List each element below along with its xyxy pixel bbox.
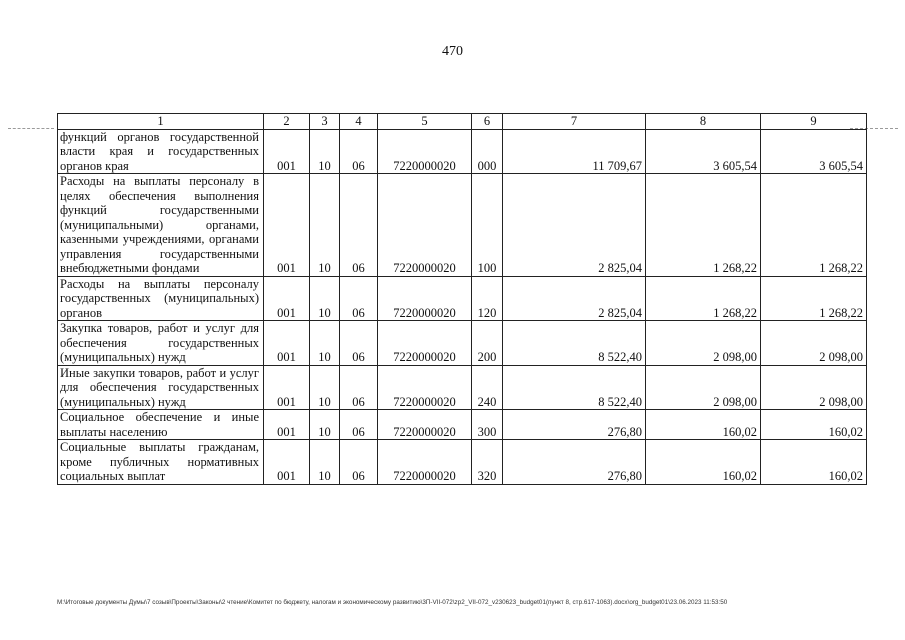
table-row [58, 440, 867, 485]
header-cell-1: 1 [58, 114, 264, 130]
row-description: Расходы на выплаты персоналу государственных (муниципальных) органов [58, 276, 264, 321]
row-cell-col-2: 001 [264, 276, 310, 321]
row-cell-col-7: 8 522,40 [503, 321, 646, 366]
row-cell-col-9: 160,02 [761, 440, 867, 485]
row-cell-col-6: 240 [472, 365, 503, 410]
row-cell-col-2: 001 [264, 365, 310, 410]
row-cell-col-4: 06 [340, 410, 378, 440]
row-cell-col-2: 001 [264, 129, 310, 174]
row-description: Расходы на выплаты персоналу в целях обеспечения выполнения функций государственными (муниципальными) органами, казенными учреждениями, органами управления государственными внебюджетными фондами [58, 174, 264, 277]
row-cell-col-3: 10 [310, 174, 340, 277]
row-cell-col-3: 10 [310, 321, 340, 366]
row-cell-col-8: 160,02 [646, 440, 761, 485]
header-cell-8: 8 [646, 114, 761, 130]
row-cell-col-2: 001 [264, 440, 310, 485]
table-row [58, 276, 867, 321]
row-cell-col-6: 300 [472, 410, 503, 440]
row-cell-col-8: 2 098,00 [646, 321, 761, 366]
row-cell-col-7: 8 522,40 [503, 365, 646, 410]
row-cell-col-4: 06 [340, 174, 378, 277]
row-cell-col-5: 7220000020 [378, 276, 472, 321]
header-cell-5: 5 [378, 114, 472, 130]
row-cell-col-4: 06 [340, 321, 378, 366]
row-cell-col-8: 1 268,22 [646, 174, 761, 277]
row-cell-col-4: 06 [340, 129, 378, 174]
row-description: Социальное обеспечение и иные выплаты населению [58, 410, 264, 440]
header-row [58, 114, 867, 130]
row-description: функций органов государственной власти края и государственных органов края [58, 129, 264, 174]
row-cell-col-5: 7220000020 [378, 174, 472, 277]
row-cell-col-9: 2 098,00 [761, 365, 867, 410]
row-cell-col-9: 2 098,00 [761, 321, 867, 366]
row-description: Закупка товаров, работ и услуг для обеспечения государственных (муниципальных) нужд [58, 321, 264, 366]
row-cell-col-9: 3 605,54 [761, 129, 867, 174]
row-cell-col-5: 7220000020 [378, 321, 472, 366]
row-cell-col-3: 10 [310, 365, 340, 410]
header-cell-7: 7 [503, 114, 646, 130]
row-cell-col-6: 100 [472, 174, 503, 277]
table-row [58, 321, 867, 366]
row-cell-col-7: 11 709,67 [503, 129, 646, 174]
row-cell-col-4: 06 [340, 440, 378, 485]
row-cell-col-7: 2 825,04 [503, 276, 646, 321]
header-cell-6: 6 [472, 114, 503, 130]
row-cell-col-2: 001 [264, 174, 310, 277]
row-cell-col-4: 06 [340, 365, 378, 410]
table-row [58, 174, 867, 277]
header-cell-4: 4 [340, 114, 378, 130]
row-cell-col-2: 001 [264, 410, 310, 440]
scan-artifact-line-left [8, 128, 54, 129]
row-cell-col-3: 10 [310, 440, 340, 485]
budget-table [57, 113, 867, 485]
row-cell-col-8: 160,02 [646, 410, 761, 440]
row-cell-col-8: 2 098,00 [646, 365, 761, 410]
row-cell-col-9: 1 268,22 [761, 276, 867, 321]
row-cell-col-7: 276,80 [503, 410, 646, 440]
row-cell-col-2: 001 [264, 321, 310, 366]
header-cell-9: 9 [761, 114, 867, 130]
row-cell-col-6: 320 [472, 440, 503, 485]
row-cell-col-9: 1 268,22 [761, 174, 867, 277]
row-cell-col-5: 7220000020 [378, 129, 472, 174]
header-cell-2: 2 [264, 114, 310, 130]
row-cell-col-3: 10 [310, 276, 340, 321]
file-path-footer: M:\Итоговые документы Думы\7 созыв\Проекты\Законы\2 чтение\Комитет по бюджету, налогам и экономическому развитию\3П-VII-072\zp2_VII-072_v230623_budget01(пункт 8, стр.617-1063).docx\org_budget01\23.06.2023 11:53:50 [57, 599, 728, 606]
row-cell-col-6: 120 [472, 276, 503, 321]
row-cell-col-5: 7220000020 [378, 365, 472, 410]
row-cell-col-8: 3 605,54 [646, 129, 761, 174]
row-cell-col-5: 7220000020 [378, 410, 472, 440]
row-cell-col-9: 160,02 [761, 410, 867, 440]
table-row [58, 410, 867, 440]
row-description: Иные закупки товаров, работ и услуг для обеспечения государственных (муниципальных) нужд [58, 365, 264, 410]
row-cell-col-8: 1 268,22 [646, 276, 761, 321]
header-cell-3: 3 [310, 114, 340, 130]
page-number: 470 [442, 44, 463, 59]
row-cell-col-4: 06 [340, 276, 378, 321]
row-cell-col-5: 7220000020 [378, 440, 472, 485]
table-row [58, 365, 867, 410]
table-row [58, 129, 867, 174]
row-description: Социальные выплаты гражданам, кроме публичных нормативных социальных выплат [58, 440, 264, 485]
row-cell-col-3: 10 [310, 410, 340, 440]
row-cell-col-6: 200 [472, 321, 503, 366]
row-cell-col-7: 2 825,04 [503, 174, 646, 277]
row-cell-col-7: 276,80 [503, 440, 646, 485]
row-cell-col-3: 10 [310, 129, 340, 174]
row-cell-col-6: 000 [472, 129, 503, 174]
